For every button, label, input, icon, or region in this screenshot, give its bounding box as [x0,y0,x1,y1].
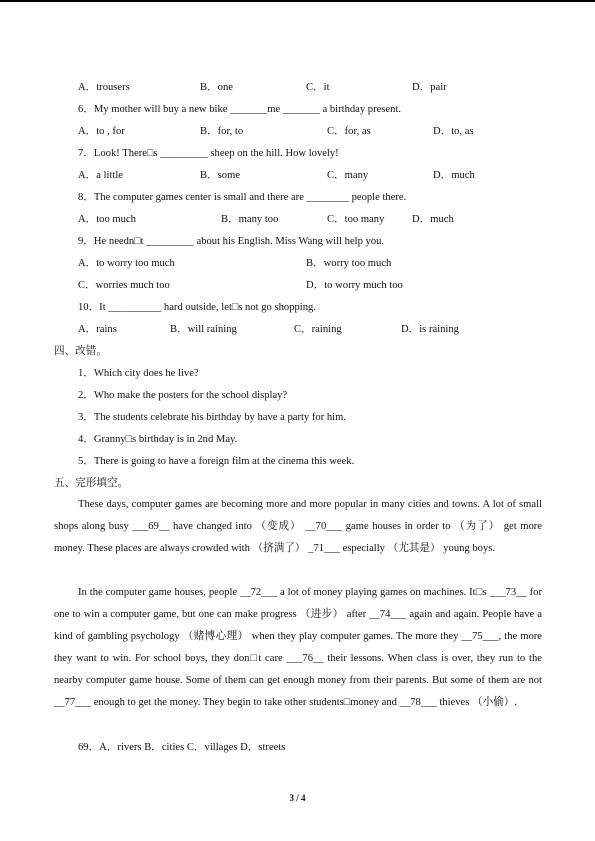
q10-option-b: B．will raining [170,324,237,335]
q10-option-c: C．raining [294,324,342,335]
cloze-paragraph-2 [54,582,542,714]
q6-stem: 6．My mother will buy a new bike _______me _______ a birthday present. [78,104,402,115]
q6-option-d: D．to, as [433,126,474,137]
q5-option-c: C．it [306,82,330,93]
q7-stem: 7．Look! There□s _________ sheep on the hill. How lovely! [78,148,339,159]
q10-option-a: A．rains [78,324,117,335]
q9-option-d: D．to worry much too [306,280,403,291]
cloze-paragraph-1 [54,494,542,560]
cloze-paragraph-2-text: In the computer game houses, people __72___ a lot of money playing games on machines. It□s ___73__ for one to win a computer game, but one can make progress （进步） after __74___ again and again. People have a kind of gambling psychology （赌博心理） when they play computer games. The more they __75___, the more they want to win. For school boys, they don□t care ___76__ their lessons. When class is over, they run to the nearby computer game house. Some of them can get enough money from their parents. But some of them are not __77___ enough to get the money. They begin to take other students□money and __78___ thieves （小偷）. [54,587,542,708]
q6-option-c: C．for, as [327,126,371,137]
q9-option-a: A．to worry too much [78,258,175,269]
q10-option-d: D．is raining [401,324,459,335]
q10-stem: 10．It __________ hard outside, let□s not go shopping. [78,302,316,313]
section5-heading: 五、完形填空。 [54,478,129,489]
q5-option-d: D．pair [412,82,447,93]
q9-stem: 9．He needn□t _________ about his English. Miss Wang will help you. [78,236,385,247]
q7-option-a: A．a little [78,170,124,181]
q8-option-c: C．too many [327,214,385,225]
q6-option-b: B．for, to [200,126,244,137]
q5-option-a: A．trousers [78,82,130,93]
q5-option-b: B．one [200,82,233,93]
section4-item-5: 5．There is going to have a foreign film at the cinema this week. [78,456,355,467]
cloze-paragraph-1-text: These days, computer games are becoming more and more popular in many cities and towns. A lot of small shops along busy ___69__ have changed into （变成） __70___ game houses in order to （为了） get more money. These places are always crowded with （挤满了） _71___ especially （尤其是） young boys. [54,499,542,554]
section4-item-4: 4．Granny□s birthday is in 2nd May. [78,434,238,445]
page-number: 3 / 4 [289,793,306,803]
q8-option-d: D．much [412,214,454,225]
q7-option-d: D．much [433,170,475,181]
q9-option-c: C．worries much too [78,280,170,291]
q8-stem: 8．The computer games center is small and there are ________ people there. [78,192,407,203]
q9-option-b: B．worry too much [306,258,392,269]
q7-option-c: C．many [327,170,369,181]
q69-stem: 69．A．rivers B．cities C．villages D．streets [78,742,286,753]
section4-item-1: 1．Which city does he live? [78,368,199,379]
q7-option-b: B．some [200,170,241,181]
q8-option-b: B．many too [221,214,279,225]
section4-heading: 四、改错。 [54,346,107,357]
top-border-line [0,0,595,2]
q6-option-a: A．to , for [78,126,125,137]
q8-option-a: A．too much [78,214,136,225]
section4-item-2: 2．Who make the posters for the school display? [78,390,288,401]
section4-item-3: 3．The students celebrate his birthday by have a party for him. [78,412,346,423]
